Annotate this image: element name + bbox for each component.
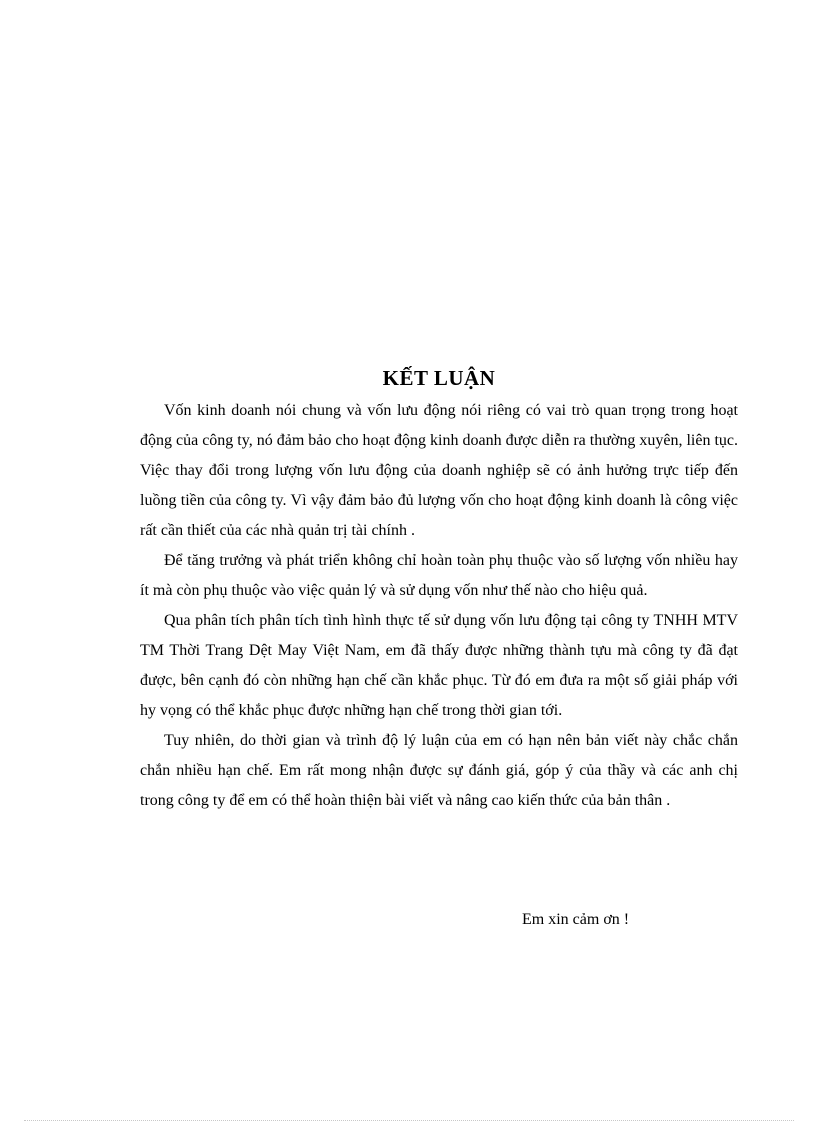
paragraph-1: Vốn kinh doanh nói chung và vốn lưu động nói riêng có vai trò quan trọng trong hoạt động của công ty, nó đảm bảo cho hoạt động kinh doanh được diễn ra thường xuyên, liên tục. Việc thay đổi trong lượng vốn lưu động của doanh nghiệp sẽ có ảnh hưởng trực tiếp đến luồng tiền của công ty. Vì vậy đảm bảo đủ lượng vốn cho hoạt động kinh doanh là công việc rất cần thiết của các nhà quản trị tài chính . xyxy=(140,402,738,539)
closing-signature: Em xin cảm ơn ! xyxy=(522,911,630,928)
paragraph-3: Qua phân tích phân tích tình hình thực tế sử dụng vốn lưu động tại công ty TNHH MTV TM Thời Trang Dệt May Việt Nam, em đã thấy được những thành tựu mà công ty đã đạt được, bên cạnh đó còn những hạn chế cần khắc phục. Từ đó em đưa ra một số giải pháp với hy vọng có thể khắc phục được những hạn chế trong thời gian tới. xyxy=(140,612,738,719)
document-body xyxy=(140,396,738,816)
page-title: KẾT LUẬN xyxy=(382,366,496,390)
page-bottom-border xyxy=(24,1120,794,1121)
paragraph-2: Để tăng trưởng và phát triển không chỉ hoàn toàn phụ thuộc vào số lượng vốn nhiều hay ít mà còn phụ thuộc vào việc quản lý và sử dụng vốn như thế nào cho hiệu quả. xyxy=(140,552,738,599)
paragraph-4: Tuy nhiên, do thời gian và trình độ lý luận của em có hạn nên bản viết này chắc chắn chắn nhiều hạn chế. Em rất mong nhận được sự đánh giá, góp ý của thầy và các anh chị trong công ty để em có thể hoàn thiện bài viết và nâng cao kiến thức của bản thân . xyxy=(140,732,738,809)
